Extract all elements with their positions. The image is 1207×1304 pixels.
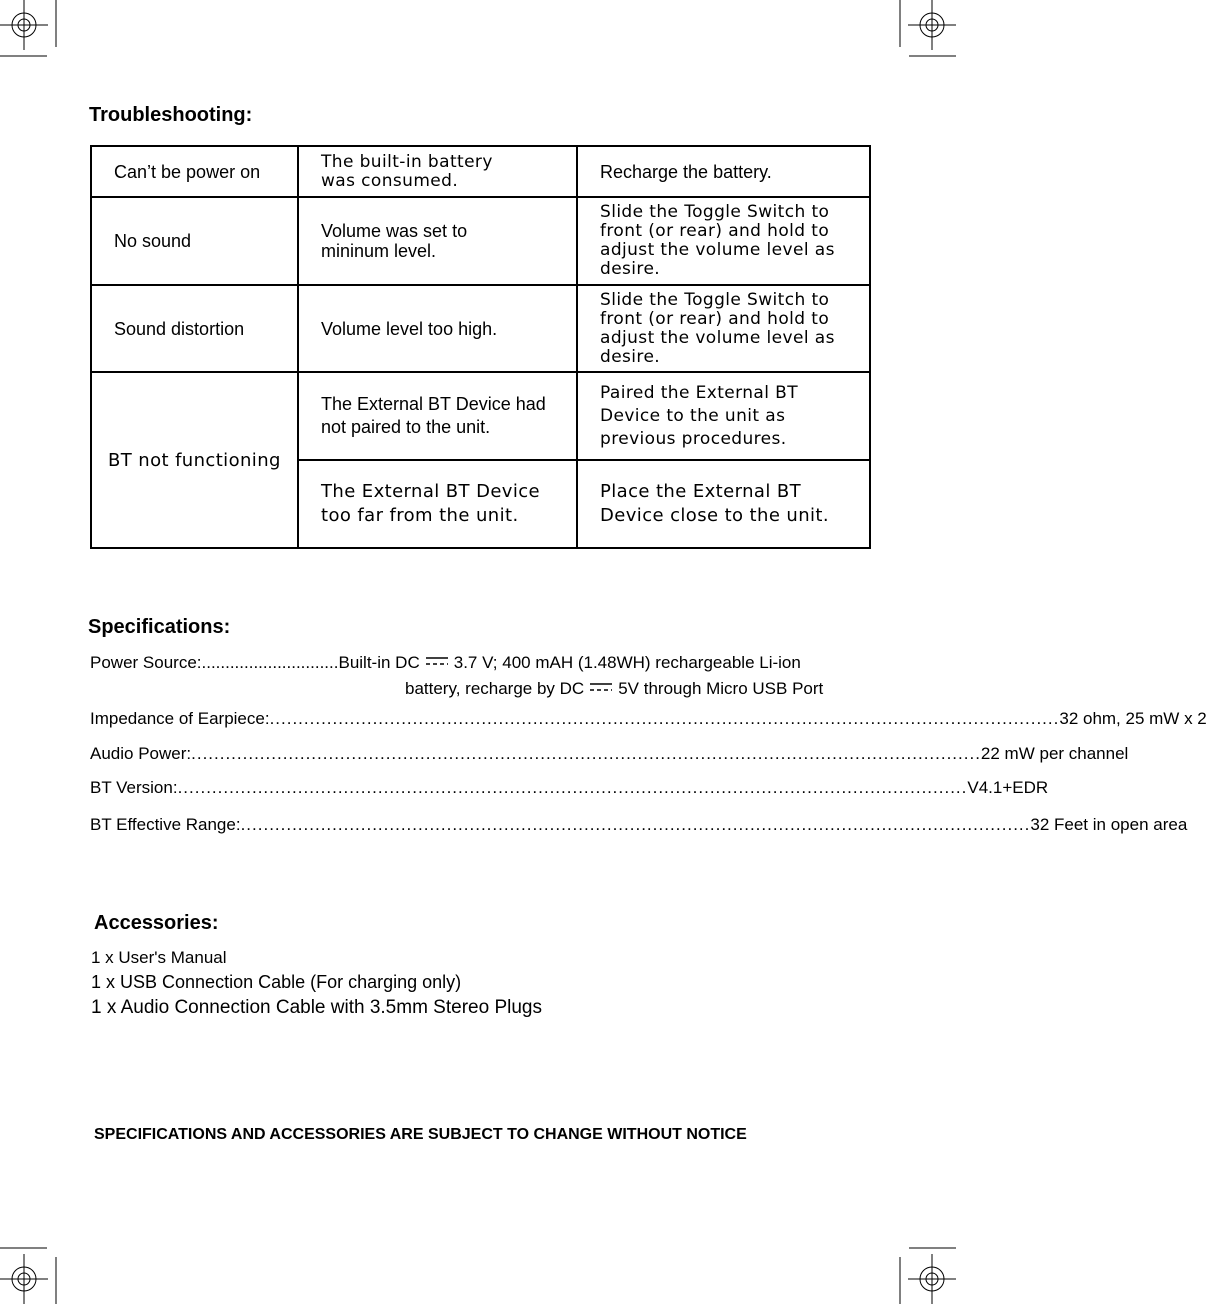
list-item: 1 x Audio Connection Cable with 3.5mm Stereo Plugs	[91, 997, 542, 1018]
problem-cell: BT not functioning	[91, 372, 298, 548]
spec-impedance	[90, 709, 1207, 729]
specifications-heading: Specifications:	[88, 616, 231, 638]
cause-cell: The External BT Device too far from the unit.	[298, 460, 577, 548]
spec-power-source	[90, 653, 863, 673]
solution-cell: Slide the Toggle Switch to front (or rear) and hold to adjust the volume level as desire.	[577, 285, 870, 372]
problem-cell: Can’t be power on	[91, 146, 298, 197]
spec-leader: .............................	[201, 653, 339, 672]
dc-symbol-icon	[590, 682, 612, 692]
spec-value: 32 Feet in open area	[1030, 815, 1188, 834]
cause-cell: The built-in battery was consumed.	[298, 146, 577, 197]
solution-cell: Recharge the battery.	[577, 146, 870, 197]
spec-leader: ..........................................................................................................................................	[191, 744, 981, 763]
spec-leader: ..........................................................................................................................................	[177, 778, 968, 797]
spec-label: Impedance of Earpiece:	[90, 709, 270, 728]
solution-cell: Slide the Toggle Switch to front (or rear) and hold to adjust the volume level as desire.	[577, 197, 870, 285]
accessories-heading: Accessories:	[94, 912, 219, 934]
spec-bt-range	[90, 815, 1188, 835]
troubleshooting-heading: Troubleshooting:	[89, 104, 253, 126]
troubleshooting-table	[90, 145, 871, 549]
spec-value: 22 mW per channel	[980, 744, 1129, 763]
spec-audio-power	[90, 744, 1129, 764]
registration-mark-icon	[896, 0, 956, 60]
change-notice: SPECIFICATIONS AND ACCESSORIES ARE SUBJECT TO CHANGE WITHOUT NOTICE	[94, 1126, 747, 1143]
registration-mark-icon	[896, 1244, 956, 1304]
spec-value: 5V through Micro USB Port	[618, 679, 824, 698]
list-item: 1 x User's Manual	[91, 948, 227, 967]
spec-label: Power Source:	[90, 653, 202, 672]
spec-label: BT Version:	[90, 778, 178, 797]
spec-value: 3.7 V; 400 mAH (1.48WH) rechargeable Li-ion	[453, 653, 801, 672]
problem-cell: No sound	[91, 197, 298, 285]
solution-cell: Place the External BT Device close to the unit.	[577, 460, 870, 548]
dc-symbol-icon	[426, 656, 448, 666]
spec-bt-version	[90, 778, 1049, 798]
spec-leader: ..........................................................................................................................................	[269, 709, 1060, 728]
solution-cell: Paired the External BT Device to the unit as previous procedures.	[577, 372, 870, 460]
registration-mark-icon	[0, 1244, 60, 1304]
cause-cell: Volume level too high.	[298, 285, 577, 372]
table-row	[91, 197, 870, 285]
spec-label: BT Effective Range:	[90, 815, 241, 834]
spec-power-source-line2	[405, 679, 865, 699]
spec-value: 32 ohm, 25 mW x 2	[1059, 709, 1207, 728]
problem-cell: Sound distortion	[91, 285, 298, 372]
spec-leader: ..........................................................................................................................................	[240, 815, 1031, 834]
spec-value: Built-in DC	[338, 653, 420, 672]
table-row	[91, 146, 870, 197]
spec-label: Audio Power:	[90, 744, 192, 763]
list-item: 1 x USB Connection Cable (For charging only)	[91, 972, 462, 992]
cause-cell: Volume was set to mininum level.	[298, 197, 577, 285]
spec-value: V4.1+EDR	[967, 778, 1049, 797]
table-row	[91, 372, 870, 460]
cause-cell: The External BT Device had not paired to the unit.	[298, 372, 577, 460]
table-row	[91, 285, 870, 372]
spec-value: battery, recharge by DC	[405, 679, 585, 698]
registration-mark-icon	[0, 0, 60, 60]
